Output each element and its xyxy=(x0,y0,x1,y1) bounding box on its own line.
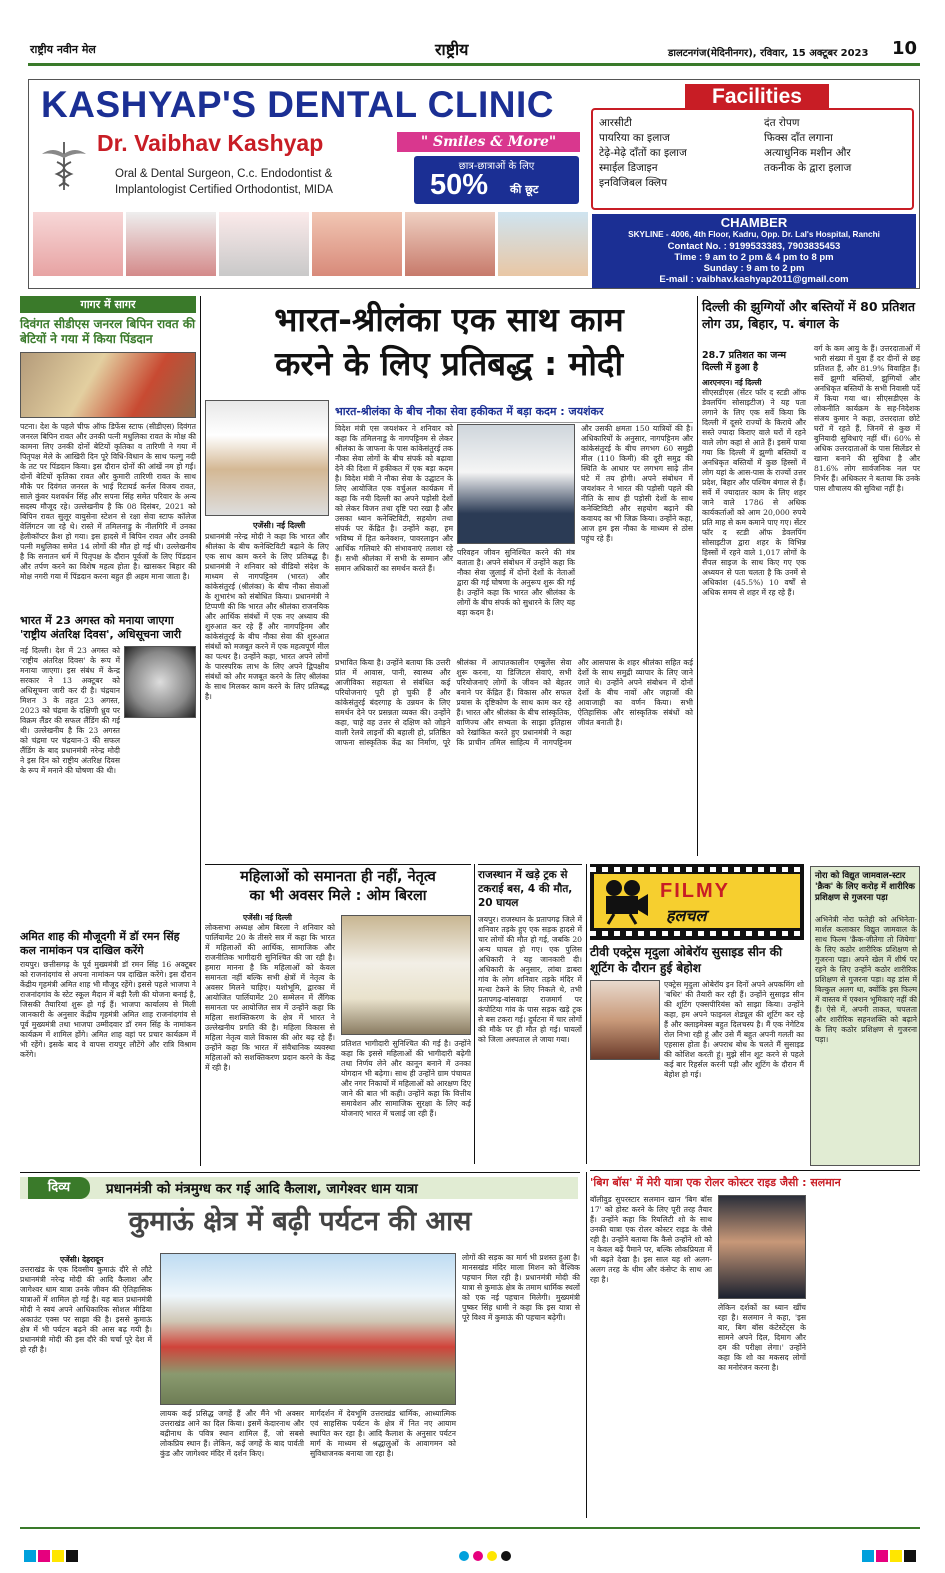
story-body-col-1: उत्तराखंड के एक दिवसीय कुमाऊं दौरे से लौटे प्रधानमंत्री नरेन्द्र मोदी की आदि कैलाश और जागेश्वर धाम यात्रा उनके जीवन की ऐतिहासिक यात्राओं में शामिल हो गई है। यह बात प्रधानमंत्री मोदी ने स्वयं अपने आधिकारिक सोशल मीडिया अकाउंट एक्स पर साझा की है। इससे कुमाऊं क्षेत्र में भी पर्यटन बढ़ने की आस बढ़ गयी है। प्रधानमंत्री मोदी की इस दौरे की चर्चा पूरे देश में हो रही है। xyxy=(20,1265,152,1354)
filmy-banner xyxy=(594,874,800,928)
chamber-sunday: Sunday : 9 am to 2 pm xyxy=(703,263,805,274)
pinddaan-photo xyxy=(20,352,196,418)
chamber-title: CHAMBER xyxy=(720,215,788,230)
story-body-col-1: सीएसडीएस (सेंटर फॉर द स्टडी ऑफ डेवलपिंग सोसाइटीज) ने यह पता लगाने के लिए एक सर्वे किया कि दिल्ली में दूसरे राज्यों के किराये और सस्ते ज्यादा किराए वाले घरों में रहने वाले लोग कहां से आते हैं। इसमें पाया गया कि दिल्ली में झुग्गी बस्तियों व अनधिकृत बस्तियों में कुछ हिस्सों में लोग यहां के आस-पास के राज्यों उत्तर प्रदेश, बिहार और पश्चिम बंगाल से हैं। सर्वे में ज्यादातर काम के लिए शहर जाने वाले 1786 से अधिक कार्यकर्ताओं को आम 20,000 रुपये प्रति माह से कम कमाने पाए गए। सेंटर फॉर द स्टडी ऑफ डेवलपिंग सोसाइटीज द्वारा शहर के विभिन्न हिस्सों में रहने वाले 1,017 लोगों के सैंपल साइज के साथ किए गए एक अध्ययन से पता चलता है कि उनमें से अधिकांश (45.5%) 10 वर्षों से अधिक समय से शहर में रह रहे हैं। xyxy=(702,388,807,597)
film-strip-bottom xyxy=(590,931,804,936)
footer-rule xyxy=(20,1527,920,1529)
column-divider xyxy=(586,864,587,1164)
dental-photo-strip xyxy=(33,212,588,276)
story-body: रायपुर। छत्तीसगढ़ के पूर्व मुख्यमंत्री डॉ रमन सिंह 16 अक्टूबर को राजनांदगांव से अपना नामांकन पत्र दाखिल करेंगे। इस दौरान केंद्रीय गृहमंत्री अमित शाह भी मौजूद रहेंगे। इससे पहले भाजपा ने राजनांदगांव के स्टेट स्कूल मैदान में बड़ी रैली की योजना बनाई है, जिसकी तैयारियां शुरू हो गई हैं। भाजपा कार्यालय से मिली जानकारी के अनुसार केंद्रीय गृहमंत्री अमित शाह राजनांदगांव से पूर्व मुख्यमंत्री तथा भाजपा उम्मीदवार डॉ रमन सिंह के नामांकन कार्यक्रम में शामिल होंगे। अमित शाह वहां पर प्रचार कार्यक्रम में भी रहेंगे। इसके बाद वे वापस रायपुर लौटेंगे और रात्रि विश्राम करेंगे। xyxy=(20,960,196,1059)
lead-dateline: एजेंसी। नई दिल्ली xyxy=(253,521,306,530)
story-body-col-3: मार्गदर्शन में देवभूमि उत्तराखंड धार्मिक, आध्यात्मिक एवं साहसिक पर्यटन के क्षेत्र में नित नए आयाम स्थापित कर रहा है। आदि कैलाश के अनुसार पर्यटन मार्ग के माध्यम से श्रद्धालुओं के आवागमन को सुविधाजनक बनाया जा रहा है। xyxy=(310,1409,456,1458)
facilities-box xyxy=(591,85,914,210)
masthead-paper-name: राष्ट्रीय नवीन मेल xyxy=(30,43,96,56)
lead-kicker: भारत-श्रीलंका के बीच नौका सेवा हकीकत में बड़ा कदम : जयशंकर xyxy=(335,404,693,423)
facility-item: अत्याधुनिक मशीन और xyxy=(764,147,851,159)
lead-body-col-3: परिवहन जीवन सुनिश्चित करने की मंत्र बताता है। अपने संबोधन में उन्होंने कहा कि नौका सेवा जुलाई में दोनों देशों के नेताओं द्वारा की गई घोषणा के अनुरूप शुरू की गई है। उन्होंने कहा कि भारत और श्रीलंका के लोगों के बीच संपर्क को सुधारने के लिए यह बड़ा कदम है। xyxy=(457,548,575,617)
film-strip-top xyxy=(590,867,804,872)
braces-photo xyxy=(405,212,495,276)
story-body-col-4: लोगों की सड़क का मार्ग भी प्रशस्त हुआ है। मानसखंड मंदिर माला मिशन को वैश्विक पहचान मिल रही है। प्रधानमंत्री मोदी की यात्रा से कुमाऊं क्षेत्र के तमाम धार्मिक स्थलों को एक नई पहचान मिलेगी। मुख्यमंत्री पुष्कर सिंह धामी ने कहा कि इस यात्रा से पूरे विश्व में कुमाऊं की पहचान बढ़ेगी। xyxy=(462,1253,580,1322)
modi-photo xyxy=(205,400,329,516)
footer-color-bar xyxy=(20,1523,920,1533)
lead-body-bottom: प्रभावित किया है। उन्होंने बताया कि उत्तरी प्रांत में आवास, पानी, स्वास्थ्य और आजीविका सहायता से संबंधित कई परियोजनाएं पूरी हो चुकी हैं और कांकेसंतुरई बंदरगाह के उन्नयन के लिए समर्थन देने पर प्रसन्नता व्यक्त की। उन्होंने कहा, चाहे वह उत्तर से दक्षिण को जोड़ने वाली रेलवे लाइनों की बहाली हो, प्रतिष्ठित जाफना सांस्कृतिक केंद्र का निर्माण, पूरे श्रीलंका में आपातकालीन एम्बुलेंस सेवा शुरू करना, या डिजिटल सेवाएं, सभी परियोजनाएं लोगों के जीवन को बेहतर बनाने पर केंद्रित हैं। विकास और सफल प्रयास के दृष्टिकोण के साथ काम कर रहे हैं। भारत और श्रीलंका के बीच सांस्कृतिक, वाणिज्य और सभ्यता के साझा इतिहास को रेखांकित करते हुए प्रधानमंत्री ने कहा कि प्राचीन तमिल साहित्य में नागपट्टिनम और आसपास के शहर श्रीलंका सहित कई देशों के साथ समुद्री व्यापार के लिए जाने जाते थे। उन्होंने अपने संबोधन में दोनों देशों के बीच नावों और जहाजों की आवाजाही का वर्णन किया। सभी ऐतिहासिक और सांस्कृतिक संबंधों को जीवंत बनाती है। xyxy=(335,658,693,747)
filmy-title: FILMY xyxy=(660,880,730,902)
story-body-col-2: लेकिन दर्शकों का ध्यान खींच रहा है। सलमान ने कहा, 'इस बार, बिग बॉस कंटेस्टेंट्स के सामने अपने दिल, दिमाग और दम की परीक्षा लेगा।' उन्होंने कहा कि शो का मकसद लोगों का मनोरंजन करना है। xyxy=(718,1303,806,1372)
facility-item: स्माईल डिजाइन xyxy=(599,162,658,174)
story-headline-line-1: महिलाओं को समानता ही नहीं, नेतृत्व xyxy=(240,869,436,885)
lead-body-col-2: विदेश मंत्री एस जयशंकर ने शनिवार को कहा कि तमिलनाडु के नागपट्टिनम से लेकर श्रीलंका के जाफना के पास कांकेसंतुरई तक नौका सेवा लोगों के बीच संपर्क को बढ़ावा देने की दिशा में हकीकत में एक बड़ा कदम है। विदेश मंत्री ने नौका सेवा के उद्घाटन के लिए आयोजित एक वर्चुअल कार्यक्रम में कहा कि नयी दिल्ली का अपने पड़ोसी देशों को लेकर विजन तथा दृष्टि परा रखा है और उसका ध्यान कनेक्टिविटी, सहयोग तथा संपर्क पर केंद्रित है। उन्होंने कहा, हम भविष्य में हित कनेक्शन, पावरलाइन और आर्थिक गलियारे की संभावनाएं तलाश रहे हैं। सभी श्रीलंका में सभी के सम्मान और समान अधिकारों का समर्थन करते हैं। xyxy=(335,424,453,573)
story-headline: अमित शाह की मौजूदगी में डॉ रमन सिंह कल नामांकन पत्र दाखिल करेंगे xyxy=(20,930,180,957)
story-body: जयपुर। राजस्थान के प्रतापगढ़ जिले में शनिवार तड़के हुए एक सड़क हादसे में चार लोगों की मौत हो गई, जबकि 20 अन्य घायल हो गए। एक पुलिस अधिकारी ने यह जानकारी दी। अधिकारी के अनुसार, लांबा डाबरा गांव के लोग शनिवार तड़के मंदिर में मत्था टेकने के लिए निकले थे, तभी प्रतापगढ़-बांसवाड़ा राजमार्ग पर कंपोटिया गांव के पास सड़क खड़े ट्रक से बस टकरा गई। दुर्घटना में चार लोगों की मौके पर ही मौत हो गई। घायलों को जिला अस्पताल ले जाया गया। xyxy=(478,915,582,1044)
story-body: अभिनेत्री नोरा फतेही को अभिनेता-मार्शल कलाकार विद्युत जामवाल के साथ फिल्म 'क्रैक-जीतेगा तो जियेगा' के लिए कठोर शारीरिक प्रशिक्षण से गुजरना पड़ा। अपने खेल में शीर्ष पर रहने के लिए उन्होंने कठोर शारीरिक प्रशिक्षण से गुजरना पड़ा। वह डांस में बिल्कुल अलग था, क्योंकि इस फिल्म में वास्तव में एक्शन भूमिकाएं नहीं की हैं। ऐसे में, अपनी ताकत, चपलता और शारीरिक सहनशक्ति को बढ़ाने के लिए कठोर प्रशिक्षण से गुजरना पड़ा। xyxy=(815,915,917,1044)
teeth-model-photo xyxy=(126,212,216,276)
dentures-photo xyxy=(33,212,123,276)
facilities-list xyxy=(599,116,909,191)
offer-heading: छात्र-छात्राओं के लिए xyxy=(458,161,535,172)
mridula-oberoi-photo xyxy=(590,980,660,1060)
facilities-title: Facilities xyxy=(685,84,829,110)
doctor-name: Dr. Vaibhav Kashyap xyxy=(97,130,324,156)
story-kicker: प्रधानमंत्री को मंत्रमुग्ध कर गई आदि कैलाश, जागेश्वर धाम यात्रा xyxy=(106,1181,418,1197)
adi-kailash-photo xyxy=(160,1253,456,1405)
story-dateline: आरएनएन। नई दिल्ली xyxy=(702,378,762,387)
clinic-name: KASHYAP'S DENTAL CLINIC xyxy=(41,84,555,125)
offer-suffix: की छूट xyxy=(510,183,539,196)
credentials-line-1: Oral & Dental Surgeon, C.c. Endodontist & xyxy=(115,168,333,180)
filmy-section xyxy=(590,864,804,940)
chamber-email: E-mail : vaibhav.kashyap2011@gmail.com xyxy=(659,274,849,285)
story-body: एक्ट्रेस मृदुला ओबेरॉय इन दिनों अपने अपकमिंग शो 'बधिर' की तैयारी कर रही हैं। उन्होंने सुसाइड सीन की शूटिंग एक्सपीरियंस को साझा किया। उन्होंने कहा, हम अपने फाइनल शेड्यूल की शूटिंग कर रहे हैं और क्लाइमेक्स बहुत दिलचस्प है। मैं एक नेगेटिव रोल निभा रही हूं और उसे मैं बहुत अपनी गलती का एहसास होता है। अपराध बोध के चलते मैं सुसाइड की कोशिश करती हूं। मुझे सीन शूट करने से पहले कई बार रिहर्सल करनी पड़ी और शूटिंग के दौरान मैं बेहोश हो गई। xyxy=(664,980,804,1079)
section-label: गागर में सागर xyxy=(20,296,196,313)
page-number: 10 xyxy=(892,38,918,59)
chamber-time: Time : 9 am to 2 pm & 4 pm to 8 pm xyxy=(674,252,834,263)
story-body-col-2: लायक कई प्रसिद्ध जगहें हैं और मैंने भी अक्सर उत्तराखंड आने का दिल किया। इसमें केदारनाथ और बद्रीनाथ के पवित्र स्थान शामिल हैं, जो सबसे लोकप्रिय स्थान हैं। लेकिन, कई जगहें के बाद पार्वती कुंड और जागेश्वर मंदिर में दर्शन किए। xyxy=(160,1409,304,1458)
smile-photo xyxy=(312,212,402,276)
offer-percent: 50% xyxy=(430,169,489,201)
implant-photo xyxy=(219,212,309,276)
nora-fatehi-story xyxy=(810,866,920,1166)
om-birla-photo xyxy=(341,915,471,1035)
story-body: नई दिल्ली। देश में 23 अगस्त को 'राष्ट्रीय अंतरिक्ष दिवस' के रूप में मनाया जाएगा। इस संबंध में केन्द्र सरकार ने 13 अक्टूबर को अधिसूचना जारी कर दी है। चंद्रयान मिशन 3 के तहत 23 अगस्त, 2023 को चंद्रमा के दक्षिणी ध्रुव पर विक्रम लैंडर की सफल लैंडिंग की गई थी। उल्लेखनीय है कि 23 अगस्त को चंद्रमा पर चंद्रयान-3 की सफल लैंडिंग के बाद प्रधानमंत्री नरेन्द्र मोदी ने इस दिन को राष्ट्रीय अंतरिक्ष दिवस के रूप में मनाने की घोषणा की थी। xyxy=(20,646,120,775)
story-headline-line-2: का भी अवसर मिले : ओम बिरला xyxy=(249,888,427,904)
section-label: दिव्य xyxy=(28,1177,90,1199)
story-body-col-2: वर्ग के कम आयु के हैं। उत्तरदाताओं में भारी संख्या में युवा हैं दर दीनों से छह प्रतिशत हैं, और 81.9% विवाहित हैं। सर्वे झुग्गी बस्तियों, झुग्गियों और अनधिकृत बस्तियों के सभी निवासी पर्दे में किया गया था। सीएसडीएस के लोकनीति कार्यक्रम के सह-निदेशक संजय कुमार ने कहा, उत्तरदाता छोटे घरों में रहते हैं, जिनमें से कुछ में बुनियादी सुविधाएं नहीं थीं। 60% से अधिक उत्तरदाताओं के पास सिलेंडर से खाना बनाने की सुविधा है और 81.6% लोग सार्वजनिक नल पर निर्भर हैं। अधिकतर ने बताया कि उनके पास शौचालय की सुविधा नहीं है। xyxy=(814,344,920,493)
story-body-col-1: लोकसभा अध्यक्ष ओम बिरला ने शनिवार को पार्लियामेंट 20 के तीसरे सत्र में कहा कि भारत में महिलाओं की आर्थिक, सामाजिक और राजनीतिक भागीदारी सुनिश्चित की जा रही है। हमारा मानना है कि महिलाओं को केवल समानता नहीं बल्कि सभी क्षेत्रों में नेतृत्व के अवसर मिलने चाहिए। यशोभूमि, द्वारका में आयोजित पार्लियामेंट 20 सम्मेलन में लैंगिक समानता पर आयोजित सत्र में उन्होंने कहा कि महिला सशक्तिकरण के क्षेत्र में भारत ने उल्लेखनीय प्रगति की है। महिला विकास से महिला नेतृत्व वाले विकास की ओर बढ़ रहे हैं। उन्होंने कहा कि भारत में संवैधानिक व्यवस्था महिलाओं को सशक्तिकरण प्रदान करने के केंद्र में रही है। xyxy=(205,923,335,1072)
caduceus-logo-icon xyxy=(37,140,91,192)
facility-item: तकनीक के द्वारा इलाज xyxy=(764,162,852,174)
story-body-col-2: प्रतिशत भागीदारी सुनिश्चित की गई है। उन्होंने कहा कि इससे महिलाओं की भागीदारी बढ़ेगी तथा निर्णय लेने और कानून बनाने में उनका योगदान भी बढ़ेगा। साथ ही उन्होंने ग्राम पंचायत और नगर निकायों में महिलाओं को आरक्षण दिए जाने की बात भी कही। उन्होंने कहा कि वित्तीय समावेशन और सामाजिक सुरक्षा के लिए कई योजनाएं भारत में चलाई जा रही हैं। xyxy=(341,1039,471,1118)
salman-khan-photo xyxy=(718,1195,806,1299)
story-body-col-1: बॉलीवुड सुपरस्टार सलमान खान 'बिग बॉस 17' को होस्ट करने के लिए पूरी तरह तैयार हैं। उन्होंने कहा कि रियलिटी शो के साथ उनकी यात्रा एक रोलर कोस्टर राइड के जैसे रही है। उन्होंने बताया कि कैसे उन्होंने शो को न केवल बढ़ें पैमाने पर, बल्कि लोकप्रियता में भी बढ़ते देखा है। इस साल यह शो अलग-अलग तरह के थीम और कंसेप्ट के साथ आ रहा है। xyxy=(590,1195,712,1284)
column-divider xyxy=(586,1172,587,1518)
left-news-column xyxy=(20,296,196,1168)
chamber-address: SKYLINE - 4006, 4th Floor, Kadru, Opp. Dr. Lal's Hospital, Ranchi xyxy=(628,230,880,239)
facility-item: इनविजिबल क्लिप xyxy=(599,177,668,189)
story-body-col-3 xyxy=(812,1195,920,1517)
lead-headline-line-2: करने के लिए प्रतिबद्ध : मोदी xyxy=(274,344,623,383)
kumaon-kicker-band xyxy=(20,1177,578,1199)
story-headline: दिल्ली की झुग्गियों और बस्तियों में 80 प्रतिशत लोग उप्र, बिहार, प. बंगाल के xyxy=(702,299,915,331)
moon-photo xyxy=(124,646,196,718)
student-offer-badge xyxy=(414,156,579,204)
salman-story xyxy=(590,1170,920,1518)
chamber-contact: Contact No. : 9199533383, 7903835453 xyxy=(667,241,841,252)
story-body-cont xyxy=(20,726,196,926)
filmy-subtitle: हलचल xyxy=(666,906,707,925)
lead-story xyxy=(205,300,693,860)
masthead-date: डालटनगंज(मेदिनीनगर), रविवार, 15 अक्टूबर 2023 xyxy=(668,48,869,59)
story-subhead: 28.7 प्रतिशत का जन्म दिल्ली में हुआ है xyxy=(702,350,787,373)
facility-item: पायरिया का इलाज xyxy=(599,132,670,144)
story-dateline: एजेंसी। नई दिल्ली xyxy=(243,913,292,922)
masthead-section: राष्ट्रीय xyxy=(435,40,469,59)
film-camera-icon xyxy=(600,878,650,924)
story-headline: दिवंगत सीडीएस जनरल बिपिन रावत की बेटियों ने गया में किया पिंडदान xyxy=(20,317,196,346)
jaishankar-photo xyxy=(457,424,575,544)
facility-item: टेढ़े-मेढ़े दाँतों का इलाज xyxy=(599,147,687,159)
accident-story xyxy=(478,864,582,1164)
story-headline: भारत में 23 अगस्त को मनाया जाएगा 'राष्ट्रीय अंतरिक्ष दिवस', अधिसूचना जारी xyxy=(20,614,182,641)
story-body-cont xyxy=(590,1062,804,1164)
kumaon-story xyxy=(20,1172,580,1518)
om-birla-story xyxy=(205,864,471,1164)
column-divider xyxy=(474,864,475,1164)
lead-body-col-4: और उसकी क्षमता 150 यात्रियों की है। अधिकारियों के अनुसार, नागपट्टिनम और कांकेसंतुरई के बीच लगभग 60 समुद्री मील (110 किमी) की दूरी समुद्र की स्थिति के आधार पर लगभग साढ़े तीन घंटे में तय होगी। अपने संबोधन में जयशंकर ने भारत की पड़ोसी पहले की नीति के साथ ही पड़ोसी देशों के साथ कनेक्टिविटी और सहयोग बढ़ाने की कवायद का भी जिक्र किया। उन्होंने कहा, आज हम इस नौका के माध्यम से ठोस पहुंच रहे हैं। xyxy=(581,424,693,543)
story-dateline: एजेंसी। देहरादून xyxy=(60,1255,104,1264)
credentials-line-2: Implantologist Certified Orthodontist, MIDA xyxy=(115,184,333,196)
column-divider xyxy=(200,296,201,1166)
story-headline: राजस्थान में खड़े ट्रक से टकराई बस, 4 की मौत, 20 घायल xyxy=(478,869,573,909)
story-headline: टीवी एक्ट्रेस मृदुला ओबेरॉय सुसाइड सीन की शूटिंग के दौरान हुई बेहोश xyxy=(590,945,783,975)
lead-body-col-1: प्रधानमंत्री नरेन्द्र मोदी ने कहा कि भारत और श्रीलंका के बीच कनेक्टिविटी बढ़ाने के लिए एक साथ काम करने के लिए प्रतिबद्ध है। प्रधानमंत्री ने शनिवार को वीडियो संदेश के माध्यम से नागपट्टिनम (भारत) और कांकेसंतुरई (श्रीलंका) के बीच नौका सेवाओं के शुभारंभ को संबोधित किया। प्रधानमंत्री ने टिप्पणी की कि भारत और श्रीलंका राजनयिक और आर्थिक संबंधों में एक नए अध्याय की शुरुआत कर रहे हैं और नागपट्टिनम और कांकेसंतुरई के बीच नौका सेवा की शुरुआत संबंधों को मजबूत करने में एक महत्वपूर्ण मील का पत्थर है। उन्होंने कहा, भारत अपने लोगों के पारस्परिक लाभ के लिए अपने द्विपक्षीय संबंधों को और मजबूत करने के लिए श्रीलंका के साथ मिलकर काम करने के लिए प्रतिबद्ध है। xyxy=(205,532,329,701)
story-headline: नोरा को विद्युत जामवाल-स्टार 'क्रैक' के लिए करोड़ में शारीरिक प्रशिक्षण से गुजरना पड़ा xyxy=(815,871,915,903)
story-body: पटना। देश के पहले चीफ ऑफ डिफेंस स्टाफ (सीडीएस) दिवंगत जनरल बिपिन रावत और उनकी पत्नी मधुलिका रावत के मोक्ष की कामना लिए उनकी दोनों बेटियों कृतिका व तारिणी ने गया में पितृपक्ष मेले के आखिरी दिन पूरे विधि-विधान के साथ फल्गु नदी के तट पर पिंडदान किया। इस दौरान दोनों की आंखें नम हो गईं। दोनों बेटियों कृतिका रावत और कुमारी तारिणी रावत के साथ मौके पर दिवंगत जनरल के भाई रिटायर्ड कर्नल विजय रावत, साले कुंवर यशवर्धन सिंह और सपना सिंह समेत परिवार के अन्य सदस्य मौजूद रहे। उल्लेखनीय है कि 08 दिसंबर, 2021 को बिपिन रावत सुलूर वायुसेना स्टेशन से रक्षा सेवा स्टाफ कॉलेज वेलिंगटन जा रहे थे। रास्ते में तमिलनाडु के नीलगिरि में उनका हेलीकॉप्टर क्रैश हो गया। इस हादसे में बिपिन रावत और उनकी पत्नी मधुलिका समेत 14 लोगों की मौत हो गई थी। उल्लेखनीय है कि सनातन धर्म में पितृपक्ष के दौरान पूर्वजों के लिए पिंडदान और तर्पण करने का विशेष महत्व होता है। खासकर बिहार की मोक्ष नगरी गया में पिंडदान करना बहुत ही अहम माना जाता है। xyxy=(20,422,196,581)
masthead-rule xyxy=(28,63,920,66)
chamber-box xyxy=(592,214,916,288)
delhi-slums-story xyxy=(702,298,920,858)
masthead xyxy=(30,36,920,64)
dental-clinic-ad xyxy=(28,79,920,289)
facility-item: दंत रोपण xyxy=(764,117,800,129)
facility-item: आरसीटी xyxy=(599,117,632,129)
story-headline: कुमाऊं क्षेत्र में बढ़ी पर्यटन की आस xyxy=(128,1206,472,1237)
print-registration-marks xyxy=(24,1548,916,1562)
child-patient-photo xyxy=(498,212,588,276)
facility-item: फिक्स दाँत लगाना xyxy=(764,132,833,144)
column-divider xyxy=(697,296,698,856)
lead-headline-line-1: भारत-श्रीलंका एक साथ काम xyxy=(274,300,624,339)
smiles-tagline: " Smiles & More" xyxy=(397,132,580,152)
story-headline: 'बिग बॉस' में मेरी यात्रा एक रोलर कोस्टर राइड जैसी : सलमान xyxy=(590,1176,841,1189)
